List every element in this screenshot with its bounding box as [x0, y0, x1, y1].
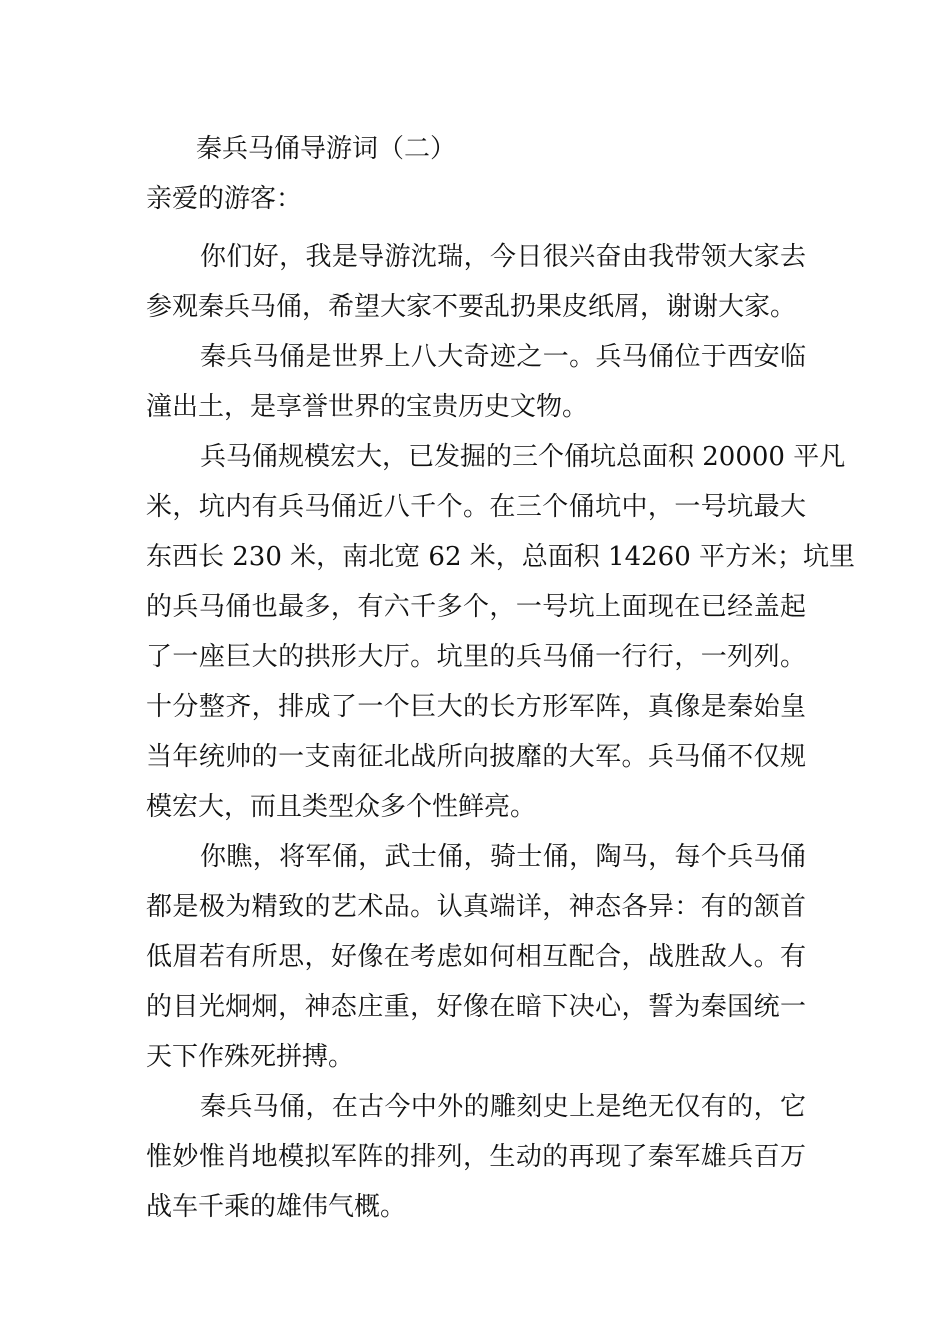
document-page	[146, 124, 856, 1232]
paragraph-line: 十分整齐，排成了一个巨大的长方形军阵，真像是秦始皇	[146, 692, 806, 722]
paragraph-4	[146, 832, 806, 1082]
paragraph-line: 你瞧，将军俑，武士俑，骑士俑，陶马，每个兵马俑	[200, 842, 806, 872]
paragraph-3	[146, 432, 856, 832]
paragraph-line: 了一座巨大的拱形大厅。坑里的兵马俑一行行，一列列。	[146, 642, 806, 672]
paragraph-line: 潼出土，是享誉世界的宝贵历史文物。	[146, 392, 589, 422]
paragraph-line: 惟妙惟肖地模拟军阵的排列，生动的再现了秦军雄兵百万	[146, 1142, 806, 1172]
spacer	[146, 224, 806, 232]
paragraph-line: 战车千乘的雄伟气概。	[146, 1192, 407, 1222]
paragraph-line: 参观秦兵马俑，希望大家不要乱扔果皮纸屑，谢谢大家。	[146, 292, 797, 322]
paragraph-line: 你们好，我是导游沈瑞，今日很兴奋由我带领大家去	[200, 242, 806, 272]
paragraph-line: 秦兵马俑是世界上八大奇迹之一。兵马俑位于西安临	[200, 342, 806, 372]
paragraph-line: 米，坑内有兵马俑近八千个。在三个俑坑中，一号坑最大	[146, 492, 806, 522]
paragraph-line: 东西长 230 米，南北宽 62 米，总面积 14260 平方米；坑里	[146, 542, 856, 572]
paragraph-line: 当年统帅的一支南征北战所向披靡的大军。兵马俑不仅规	[146, 742, 806, 772]
paragraph-line: 模宏大，而且类型众多个性鲜亮。	[146, 792, 537, 822]
paragraph-line: 天下作殊死拼搏。	[146, 1042, 355, 1072]
paragraph-5	[146, 1082, 806, 1232]
paragraph-line: 的兵马俑也最多，有六千多个，一号坑上面现在已经盖起	[146, 592, 806, 622]
paragraph-line: 都是极为精致的艺术品。认真端详，神态各异：有的颔首	[146, 892, 806, 922]
paragraph-line: 低眉若有所思，好像在考虑如何相互配合，战胜敌人。有	[146, 942, 806, 972]
paragraph-line: 秦兵马俑，在古今中外的雕刻史上是绝无仅有的，它	[200, 1092, 806, 1122]
paragraph-line: 兵马俑规模宏大，已发掘的三个俑坑总面积 20000 平凡	[200, 442, 846, 472]
paragraph-2	[146, 332, 806, 432]
document-title: 秦兵马俑导游词（二）	[196, 134, 457, 164]
salutation: 亲爱的游客：	[146, 184, 303, 214]
paragraph-line: 的目光炯炯，神态庄重，好像在暗下决心，誓为秦国统一	[146, 992, 806, 1022]
paragraph-1	[146, 232, 806, 332]
